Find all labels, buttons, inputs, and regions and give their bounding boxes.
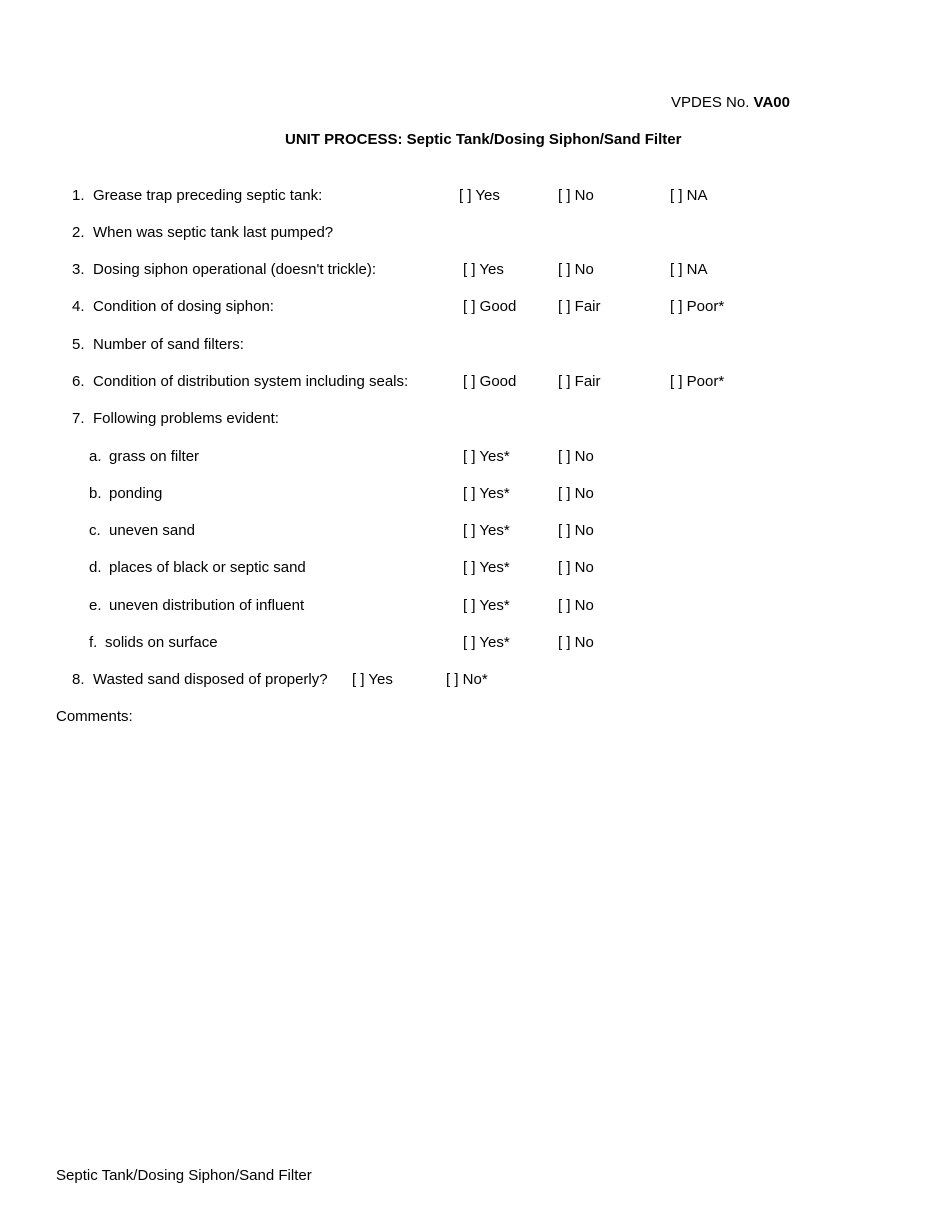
subitem-d-option-yes[interactable]: [ ] Yes* — [463, 559, 510, 576]
item-6-text: Condition of distribution system including seals: — [93, 373, 409, 390]
vpdes-value: VA00 — [753, 94, 790, 111]
item-3-number: 3. — [72, 261, 85, 278]
subitem-a-letter: a. — [89, 448, 102, 465]
item-1-number: 1. — [72, 187, 85, 204]
item-2-number: 2. — [72, 224, 85, 241]
item-7-number: 7. — [72, 410, 85, 427]
item-6-option-good[interactable]: [ ] Good — [463, 373, 517, 390]
page-footer: Septic Tank/Dosing Siphon/Sand Filter — [56, 1167, 312, 1184]
subitem-c-option-no[interactable]: [ ] No — [558, 522, 594, 539]
item-3-option-no[interactable]: [ ] No — [558, 261, 594, 278]
subitem-c-option-yes[interactable]: [ ] Yes* — [463, 522, 510, 539]
subitem-a-option-yes[interactable]: [ ] Yes* — [463, 448, 510, 465]
subitem-a-option-no[interactable]: [ ] No — [558, 448, 594, 465]
subitem-b-option-no[interactable]: [ ] No — [558, 485, 594, 502]
subitem-c-text: uneven sand — [109, 522, 195, 539]
subitem-f-letter: f. — [89, 634, 98, 651]
item-1-option-no[interactable]: [ ] No — [558, 187, 594, 204]
subitem-e-text: uneven distribution of influent — [109, 597, 305, 614]
item-1-text: Grease trap preceding septic tank: — [93, 187, 323, 204]
item-7-text: Following problems evident: — [93, 410, 279, 427]
subitem-d-option-no[interactable]: [ ] No — [558, 559, 594, 576]
item-5-text: Number of sand filters: — [93, 336, 244, 353]
subitem-e-option-yes[interactable]: [ ] Yes* — [463, 597, 510, 614]
item-8-text: Wasted sand disposed of properly? — [93, 671, 328, 688]
item-4-option-fair[interactable]: [ ] Fair — [558, 298, 601, 315]
subitem-f-option-no[interactable]: [ ] No — [558, 634, 594, 651]
subitem-c-letter: c. — [89, 522, 101, 539]
subitem-f-text: solids on surface — [105, 634, 218, 651]
subitem-b-text: ponding — [109, 485, 163, 502]
subitem-b-option-yes[interactable]: [ ] Yes* — [463, 485, 510, 502]
item-4-text: Condition of dosing siphon: — [93, 298, 274, 315]
item-8-number: 8. — [72, 671, 85, 688]
subitem-d-text: places of black or septic sand — [109, 559, 306, 576]
item-2-text: When was septic tank last pumped? — [93, 224, 334, 241]
item-6-option-fair[interactable]: [ ] Fair — [558, 373, 601, 390]
subitem-d-letter: d. — [89, 559, 102, 576]
page-title: UNIT PROCESS: Septic Tank/Dosing Siphon/Sand Filter — [285, 131, 682, 148]
item-6-option-poor[interactable]: [ ] Poor* — [670, 373, 725, 390]
item-8-option-no[interactable]: [ ] No* — [446, 671, 488, 688]
item-4-option-poor[interactable]: [ ] Poor* — [670, 298, 725, 315]
subitem-f-option-yes[interactable]: [ ] Yes* — [463, 634, 510, 651]
item-3-option-na[interactable]: [ ] NA — [670, 261, 708, 278]
item-3-option-yes[interactable]: [ ] Yes — [463, 261, 504, 278]
item-8-option-yes[interactable]: [ ] Yes — [352, 671, 393, 688]
item-5-number: 5. — [72, 336, 85, 353]
item-4-option-good[interactable]: [ ] Good — [463, 298, 517, 315]
item-1-option-yes[interactable]: [ ] Yes — [459, 187, 500, 204]
subitem-b-letter: b. — [89, 485, 102, 502]
subitem-e-option-no[interactable]: [ ] No — [558, 597, 594, 614]
vpdes-number — [671, 94, 790, 112]
item-1-option-na[interactable]: [ ] NA — [670, 187, 708, 204]
item-6-number: 6. — [72, 373, 85, 390]
comments-label: Comments: — [56, 708, 133, 725]
item-4-number: 4. — [72, 298, 85, 315]
subitem-a-text: grass on filter — [109, 448, 200, 465]
vpdes-label: VPDES No. — [671, 94, 750, 111]
item-3-text: Dosing siphon operational (doesn't trickle): — [93, 261, 377, 278]
subitem-e-letter: e. — [89, 597, 102, 614]
